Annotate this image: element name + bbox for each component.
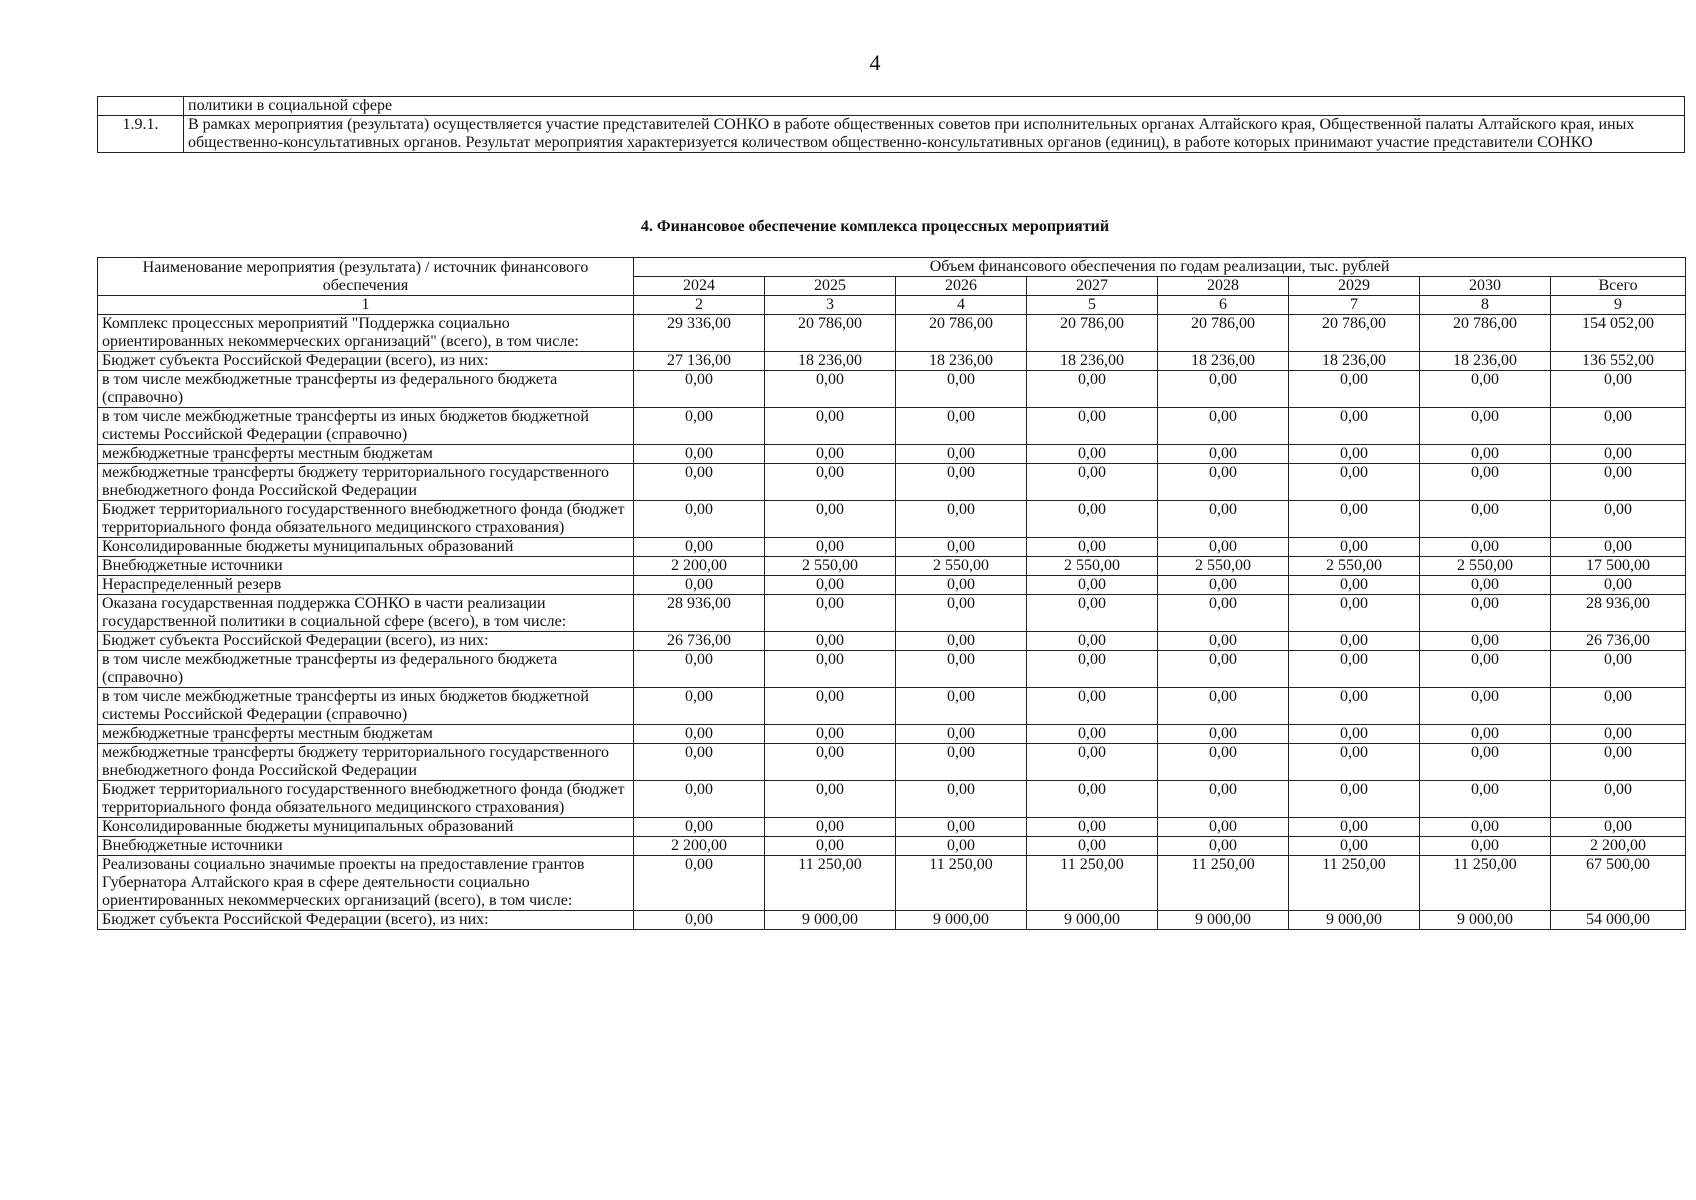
table-row	[98, 464, 1686, 501]
column-number-cell: 5	[1027, 296, 1158, 315]
top-table-row	[98, 116, 1685, 153]
row-value-cell: 0,00	[896, 445, 1027, 464]
row-total-cell: 0,00	[1551, 538, 1686, 557]
table-row	[98, 576, 1686, 595]
row-value-cell: 0,00	[765, 744, 896, 781]
row-value-cell: 0,00	[1027, 464, 1158, 501]
row-name-cell: Бюджет субъекта Российской Федерации (всего), из них:	[98, 911, 634, 930]
row-name-cell: Оказана государственная поддержка СОНКО в части реализации государственной политики в социальной сфере (всего), в том числе:	[98, 595, 634, 632]
row-total-cell: 17 500,00	[1551, 557, 1686, 576]
table-row	[98, 371, 1686, 408]
row-value-cell: 2 200,00	[634, 837, 765, 856]
row-name-cell: Бюджет субъекта Российской Федерации (всего), из них:	[98, 632, 634, 651]
row-value-cell: 0,00	[896, 651, 1027, 688]
row-value-cell: 0,00	[896, 837, 1027, 856]
row-value-cell: 0,00	[634, 464, 765, 501]
row-value-cell: 0,00	[1158, 744, 1289, 781]
row-value-cell: 0,00	[896, 595, 1027, 632]
table-row	[98, 445, 1686, 464]
row-value-cell: 0,00	[1158, 632, 1289, 651]
row-value-cell: 0,00	[1420, 371, 1551, 408]
row-value-cell: 9 000,00	[1158, 911, 1289, 930]
row-total-cell: 0,00	[1551, 744, 1686, 781]
row-value-cell: 0,00	[1158, 818, 1289, 837]
row-value-cell: 0,00	[634, 818, 765, 837]
row-value-cell: 11 250,00	[1420, 856, 1551, 911]
row-value-cell: 0,00	[1158, 538, 1289, 557]
row-value-cell: 0,00	[1420, 651, 1551, 688]
row-value-cell: 29 336,00	[634, 315, 765, 352]
row-value-cell: 2 200,00	[634, 557, 765, 576]
financing-table-body	[98, 315, 1686, 930]
table-row	[98, 632, 1686, 651]
row-value-cell: 0,00	[896, 688, 1027, 725]
row-total-cell: 0,00	[1551, 464, 1686, 501]
column-number-cell: 2	[634, 296, 765, 315]
table-row	[98, 856, 1686, 911]
row-value-cell: 0,00	[634, 651, 765, 688]
year-header-cell: 2025	[765, 277, 896, 296]
row-value-cell: 0,00	[634, 445, 765, 464]
row-total-cell: 0,00	[1551, 781, 1686, 818]
row-value-cell: 0,00	[1289, 501, 1420, 538]
row-name-cell: Комплекс процессных мероприятий "Поддержка социально ориентированных некоммерческих организаций" (всего), в том числе:	[98, 315, 634, 352]
row-value-cell: 0,00	[1289, 464, 1420, 501]
row-value-cell: 0,00	[896, 744, 1027, 781]
row-value-cell: 2 550,00	[1420, 557, 1551, 576]
table-row	[98, 315, 1686, 352]
row-value-cell: 0,00	[896, 725, 1027, 744]
row-name-cell: Внебюджетные источники	[98, 837, 634, 856]
year-header-cell: 2026	[896, 277, 1027, 296]
column-number-row	[98, 296, 1686, 315]
row-total-cell: 0,00	[1551, 725, 1686, 744]
table-row	[98, 725, 1686, 744]
row-name-cell: межбюджетные трансферты местным бюджетам	[98, 445, 634, 464]
row-value-cell: 0,00	[1158, 837, 1289, 856]
row-total-cell: 54 000,00	[1551, 911, 1686, 930]
row-value-cell: 11 250,00	[1289, 856, 1420, 911]
row-name-cell: межбюджетные трансферты местным бюджетам	[98, 725, 634, 744]
row-value-cell: 0,00	[1158, 445, 1289, 464]
table-row	[98, 352, 1686, 371]
row-value-cell: 11 250,00	[1027, 856, 1158, 911]
financing-table	[97, 257, 1686, 930]
table-row	[98, 538, 1686, 557]
row-value-cell: 0,00	[1158, 688, 1289, 725]
row-value-cell: 28 936,00	[634, 595, 765, 632]
row-total-cell: 67 500,00	[1551, 856, 1686, 911]
row-value-cell: 0,00	[634, 408, 765, 445]
row-value-cell: 0,00	[1027, 501, 1158, 538]
row-value-cell: 0,00	[1027, 837, 1158, 856]
row-value-cell: 0,00	[634, 538, 765, 557]
row-value-cell: 0,00	[634, 856, 765, 911]
page-number: 4	[869, 50, 881, 75]
row-value-cell: 11 250,00	[896, 856, 1027, 911]
row-value-cell: 0,00	[896, 818, 1027, 837]
row-value-cell: 0,00	[765, 725, 896, 744]
row-total-cell: 0,00	[1551, 371, 1686, 408]
table-row	[98, 595, 1686, 632]
row-value-cell: 0,00	[1289, 445, 1420, 464]
row-value-cell: 20 786,00	[1027, 315, 1158, 352]
row-value-cell: 0,00	[1289, 837, 1420, 856]
year-header-cell: 2028	[1158, 277, 1289, 296]
top-table-num-cell	[98, 97, 184, 116]
row-value-cell: 0,00	[1027, 744, 1158, 781]
row-total-cell: 136 552,00	[1551, 352, 1686, 371]
row-total-cell: 2 200,00	[1551, 837, 1686, 856]
year-header-cell: 2030	[1420, 277, 1551, 296]
row-value-cell: 0,00	[896, 538, 1027, 557]
row-value-cell: 0,00	[634, 688, 765, 725]
row-value-cell: 18 236,00	[1289, 352, 1420, 371]
row-value-cell: 0,00	[1289, 688, 1420, 725]
row-value-cell: 0,00	[765, 576, 896, 595]
table-row	[98, 744, 1686, 781]
row-value-cell: 0,00	[1158, 408, 1289, 445]
column-number-cell: 6	[1158, 296, 1289, 315]
row-value-cell: 0,00	[1027, 445, 1158, 464]
row-value-cell: 0,00	[1027, 408, 1158, 445]
row-value-cell: 0,00	[1027, 725, 1158, 744]
row-value-cell: 0,00	[1289, 576, 1420, 595]
row-name-cell: в том числе межбюджетные трансферты из иных бюджетов бюджетной системы Российской Федерации (справочно)	[98, 688, 634, 725]
row-value-cell: 0,00	[896, 632, 1027, 651]
row-value-cell: 18 236,00	[1158, 352, 1289, 371]
row-value-cell: 9 000,00	[1420, 911, 1551, 930]
header-volume-cell: Объем финансового обеспечения по годам реализации, тыс. рублей	[634, 258, 1686, 277]
row-value-cell: 0,00	[1289, 371, 1420, 408]
row-value-cell: 20 786,00	[1289, 315, 1420, 352]
row-value-cell: 0,00	[1420, 725, 1551, 744]
table-row	[98, 688, 1686, 725]
row-value-cell: 0,00	[634, 501, 765, 538]
row-name-cell: Реализованы социально значимые проекты на предоставление грантов Губернатора Алтайского края в сфере деятельности социально ориентированных некоммерческих организаций (всего), в том числе:	[98, 856, 634, 911]
row-value-cell: 11 250,00	[765, 856, 896, 911]
top-table-text-cell: В рамках мероприятия (результата) осуществляется участие представителей СОНКО в работе общественных советов при исполнительных органах Алтайского края, Общественной палаты Алтайского края, иных общественно-консультативных органов. Результат мероприятия характеризуется количеством общественно-консультативных органов (единиц), в работе которых принимают участие представители СОНКО	[184, 116, 1685, 153]
row-value-cell: 0,00	[765, 445, 896, 464]
row-value-cell: 18 236,00	[1027, 352, 1158, 371]
row-total-cell: 0,00	[1551, 818, 1686, 837]
column-number-cell: 3	[765, 296, 896, 315]
row-value-cell: 0,00	[896, 501, 1027, 538]
column-number-cell: 7	[1289, 296, 1420, 315]
row-value-cell: 0,00	[1027, 595, 1158, 632]
row-value-cell: 0,00	[1158, 501, 1289, 538]
section-title: 4. Финансовое обеспечение комплекса процессных мероприятий	[640, 218, 1110, 235]
row-value-cell: 0,00	[765, 595, 896, 632]
row-value-cell: 0,00	[1027, 818, 1158, 837]
row-name-cell: межбюджетные трансферты бюджету территориального государственного внебюджетного фонда Российской Федерации	[98, 464, 634, 501]
table-row	[98, 408, 1686, 445]
row-value-cell: 9 000,00	[1289, 911, 1420, 930]
row-value-cell: 0,00	[634, 911, 765, 930]
row-value-cell: 0,00	[1027, 371, 1158, 408]
row-name-cell: Консолидированные бюджеты муниципальных образований	[98, 818, 634, 837]
top-table	[97, 96, 1685, 153]
year-header-cell: 2029	[1289, 277, 1420, 296]
row-total-cell: 0,00	[1551, 501, 1686, 538]
row-total-cell: 0,00	[1551, 688, 1686, 725]
row-total-cell: 154 052,00	[1551, 315, 1686, 352]
table-row	[98, 557, 1686, 576]
row-value-cell: 0,00	[1289, 595, 1420, 632]
row-value-cell: 0,00	[765, 781, 896, 818]
row-total-cell: 28 936,00	[1551, 595, 1686, 632]
row-value-cell: 9 000,00	[896, 911, 1027, 930]
row-total-cell: 0,00	[1551, 576, 1686, 595]
table-row	[98, 837, 1686, 856]
row-value-cell: 27 136,00	[634, 352, 765, 371]
column-number-cell: 1	[98, 296, 634, 315]
row-value-cell: 20 786,00	[1420, 315, 1551, 352]
row-value-cell: 0,00	[1420, 464, 1551, 501]
table-row	[98, 911, 1686, 930]
row-value-cell: 0,00	[1420, 688, 1551, 725]
header-name-cell: Наименование мероприятия (результата) / источник финансового обеспечения	[98, 258, 634, 296]
row-value-cell: 0,00	[765, 464, 896, 501]
row-total-cell: 0,00	[1551, 651, 1686, 688]
row-value-cell: 0,00	[1027, 576, 1158, 595]
row-value-cell: 0,00	[1289, 632, 1420, 651]
row-value-cell: 0,00	[1158, 781, 1289, 818]
row-value-cell: 2 550,00	[1027, 557, 1158, 576]
row-value-cell: 0,00	[634, 781, 765, 818]
row-value-cell: 0,00	[896, 781, 1027, 818]
row-name-cell: Бюджет территориального государственного внебюджетного фонда (бюджет территориального фонда обязательного медицинского страхования)	[98, 501, 634, 538]
total-header-cell: Всего	[1551, 277, 1686, 296]
row-value-cell: 0,00	[765, 688, 896, 725]
row-value-cell: 18 236,00	[765, 352, 896, 371]
table-row	[98, 781, 1686, 818]
top-table-num-cell: 1.9.1.	[98, 116, 184, 153]
row-value-cell: 0,00	[1420, 576, 1551, 595]
row-value-cell: 0,00	[896, 464, 1027, 501]
row-value-cell: 0,00	[1158, 576, 1289, 595]
row-name-cell: Бюджет территориального государственного внебюджетного фонда (бюджет территориального фонда обязательного медицинского страхования)	[98, 781, 634, 818]
row-total-cell: 26 736,00	[1551, 632, 1686, 651]
table-row	[98, 501, 1686, 538]
row-value-cell: 2 550,00	[1158, 557, 1289, 576]
row-value-cell: 2 550,00	[765, 557, 896, 576]
row-value-cell: 11 250,00	[1158, 856, 1289, 911]
row-value-cell: 0,00	[1420, 595, 1551, 632]
row-value-cell: 0,00	[1420, 632, 1551, 651]
table-row	[98, 818, 1686, 837]
row-value-cell: 0,00	[1420, 837, 1551, 856]
row-value-cell: 0,00	[1027, 688, 1158, 725]
row-value-cell: 0,00	[634, 371, 765, 408]
row-value-cell: 0,00	[896, 576, 1027, 595]
row-total-cell: 0,00	[1551, 445, 1686, 464]
column-number-cell: 8	[1420, 296, 1551, 315]
row-name-cell: Бюджет субъекта Российской Федерации (всего), из них:	[98, 352, 634, 371]
row-value-cell: 20 786,00	[765, 315, 896, 352]
row-value-cell: 0,00	[1158, 725, 1289, 744]
row-value-cell: 0,00	[1027, 781, 1158, 818]
row-value-cell: 2 550,00	[896, 557, 1027, 576]
row-value-cell: 0,00	[1420, 408, 1551, 445]
row-value-cell: 0,00	[765, 538, 896, 557]
year-header-cell: 2027	[1027, 277, 1158, 296]
row-value-cell: 0,00	[765, 837, 896, 856]
row-name-cell: в том числе межбюджетные трансферты из федерального бюджета (справочно)	[98, 371, 634, 408]
row-value-cell: 20 786,00	[1158, 315, 1289, 352]
row-value-cell: 26 736,00	[634, 632, 765, 651]
row-name-cell: межбюджетные трансферты бюджету территориального государственного внебюджетного фонда Российской Федерации	[98, 744, 634, 781]
table-header-row	[98, 258, 1686, 277]
top-table-row	[98, 97, 1685, 116]
year-header-cell: 2024	[634, 277, 765, 296]
row-value-cell: 0,00	[1158, 464, 1289, 501]
row-value-cell: 0,00	[765, 501, 896, 538]
row-value-cell: 9 000,00	[1027, 911, 1158, 930]
row-value-cell: 0,00	[1420, 445, 1551, 464]
column-number-cell: 9	[1551, 296, 1686, 315]
row-value-cell: 0,00	[765, 818, 896, 837]
row-value-cell: 0,00	[1158, 651, 1289, 688]
row-value-cell: 0,00	[634, 744, 765, 781]
top-table-text-cell: политики в социальной сфере	[184, 97, 1685, 116]
row-value-cell: 0,00	[1289, 781, 1420, 818]
table-row	[98, 651, 1686, 688]
row-value-cell: 0,00	[1420, 781, 1551, 818]
row-value-cell: 0,00	[634, 725, 765, 744]
row-value-cell: 0,00	[1420, 744, 1551, 781]
row-value-cell: 0,00	[896, 408, 1027, 445]
row-value-cell: 0,00	[765, 408, 896, 445]
row-value-cell: 0,00	[1289, 725, 1420, 744]
row-value-cell: 0,00	[765, 651, 896, 688]
column-number-cell: 4	[896, 296, 1027, 315]
row-value-cell: 0,00	[1420, 538, 1551, 557]
row-value-cell: 20 786,00	[896, 315, 1027, 352]
row-value-cell: 0,00	[634, 576, 765, 595]
row-total-cell: 0,00	[1551, 408, 1686, 445]
row-value-cell: 0,00	[765, 371, 896, 408]
row-value-cell: 0,00	[896, 371, 1027, 408]
row-name-cell: в том числе межбюджетные трансферты из федерального бюджета (справочно)	[98, 651, 634, 688]
row-value-cell: 0,00	[1289, 538, 1420, 557]
row-value-cell: 0,00	[1289, 651, 1420, 688]
row-value-cell: 18 236,00	[896, 352, 1027, 371]
row-name-cell: Нераспределенный резерв	[98, 576, 634, 595]
row-value-cell: 0,00	[1027, 651, 1158, 688]
row-value-cell: 9 000,00	[765, 911, 896, 930]
row-value-cell: 0,00	[765, 632, 896, 651]
row-value-cell: 18 236,00	[1420, 352, 1551, 371]
row-value-cell: 0,00	[1027, 538, 1158, 557]
row-name-cell: Консолидированные бюджеты муниципальных образований	[98, 538, 634, 557]
row-value-cell: 0,00	[1420, 501, 1551, 538]
row-name-cell: в том числе межбюджетные трансферты из иных бюджетов бюджетной системы Российской Федерации (справочно)	[98, 408, 634, 445]
row-value-cell: 0,00	[1158, 371, 1289, 408]
row-value-cell: 0,00	[1420, 818, 1551, 837]
row-value-cell: 0,00	[1289, 408, 1420, 445]
row-value-cell: 0,00	[1289, 744, 1420, 781]
row-value-cell: 0,00	[1289, 818, 1420, 837]
row-value-cell: 2 550,00	[1289, 557, 1420, 576]
row-value-cell: 0,00	[1158, 595, 1289, 632]
row-value-cell: 0,00	[1027, 632, 1158, 651]
row-name-cell: Внебюджетные источники	[98, 557, 634, 576]
